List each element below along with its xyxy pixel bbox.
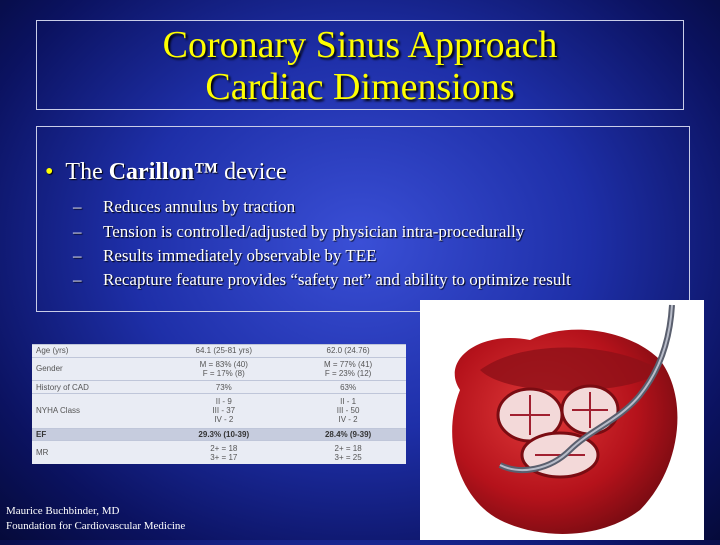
title-box bbox=[36, 20, 684, 110]
table-row: History of CAD 73% 63% bbox=[32, 381, 406, 394]
author-name: Maurice Buchbinder, MD bbox=[6, 505, 120, 517]
slide-title: Coronary Sinus Approach bbox=[162, 24, 558, 66]
slide-subtitle: Cardiac Dimensions bbox=[205, 66, 515, 108]
bullet-suffix: device bbox=[218, 159, 287, 185]
heart-image bbox=[420, 300, 704, 540]
content-box bbox=[36, 126, 690, 312]
table-row: Gender M = 83% (40) F = 17% (8) M = 77% (41) F = 23% (12) bbox=[32, 357, 406, 381]
dash-icon: – bbox=[73, 222, 82, 241]
table-row: MR 2+ = 18 3+ = 17 2+ = 18 3+ = 25 bbox=[32, 441, 406, 464]
bullet-dot-icon: • bbox=[45, 159, 54, 185]
sub-bullet bbox=[73, 246, 377, 266]
dash-icon: – bbox=[73, 270, 82, 289]
sub-bullet bbox=[73, 270, 571, 290]
author-credit bbox=[6, 504, 185, 534]
sub-bullet-text: Reduces annulus by traction bbox=[103, 197, 296, 216]
sub-bullet-text: Results immediately observable by TEE bbox=[103, 246, 377, 265]
device-name: Carillon™ bbox=[108, 159, 219, 185]
dash-icon: – bbox=[73, 197, 82, 216]
table-row: Age (yrs) 64.1 (25-81 yrs) 62.0 (24.76) bbox=[32, 345, 406, 358]
sub-bullet bbox=[73, 197, 295, 217]
table-row: NYHA Class II - 9 III - 37 IV - 2 II - 1 III - 50 IV - 2 bbox=[32, 393, 406, 428]
sub-bullet-text: Tension is controlled/adjusted by physician intra-procedurally bbox=[103, 222, 525, 241]
sub-bullet-text: Recapture feature provides “safety net” and ability to optimize result bbox=[103, 270, 571, 289]
table-row: EF 29.3% (10-39) 28.4% (9-39) bbox=[32, 428, 406, 441]
main-bullet bbox=[45, 159, 287, 186]
author-affiliation: Foundation for Cardiovascular Medicine bbox=[6, 520, 186, 532]
bullet-prefix: The bbox=[65, 159, 109, 185]
dash-icon: – bbox=[73, 246, 82, 265]
patient-characteristics-table bbox=[32, 344, 406, 464]
sub-bullet bbox=[73, 222, 524, 242]
heart-illustration bbox=[420, 300, 704, 540]
